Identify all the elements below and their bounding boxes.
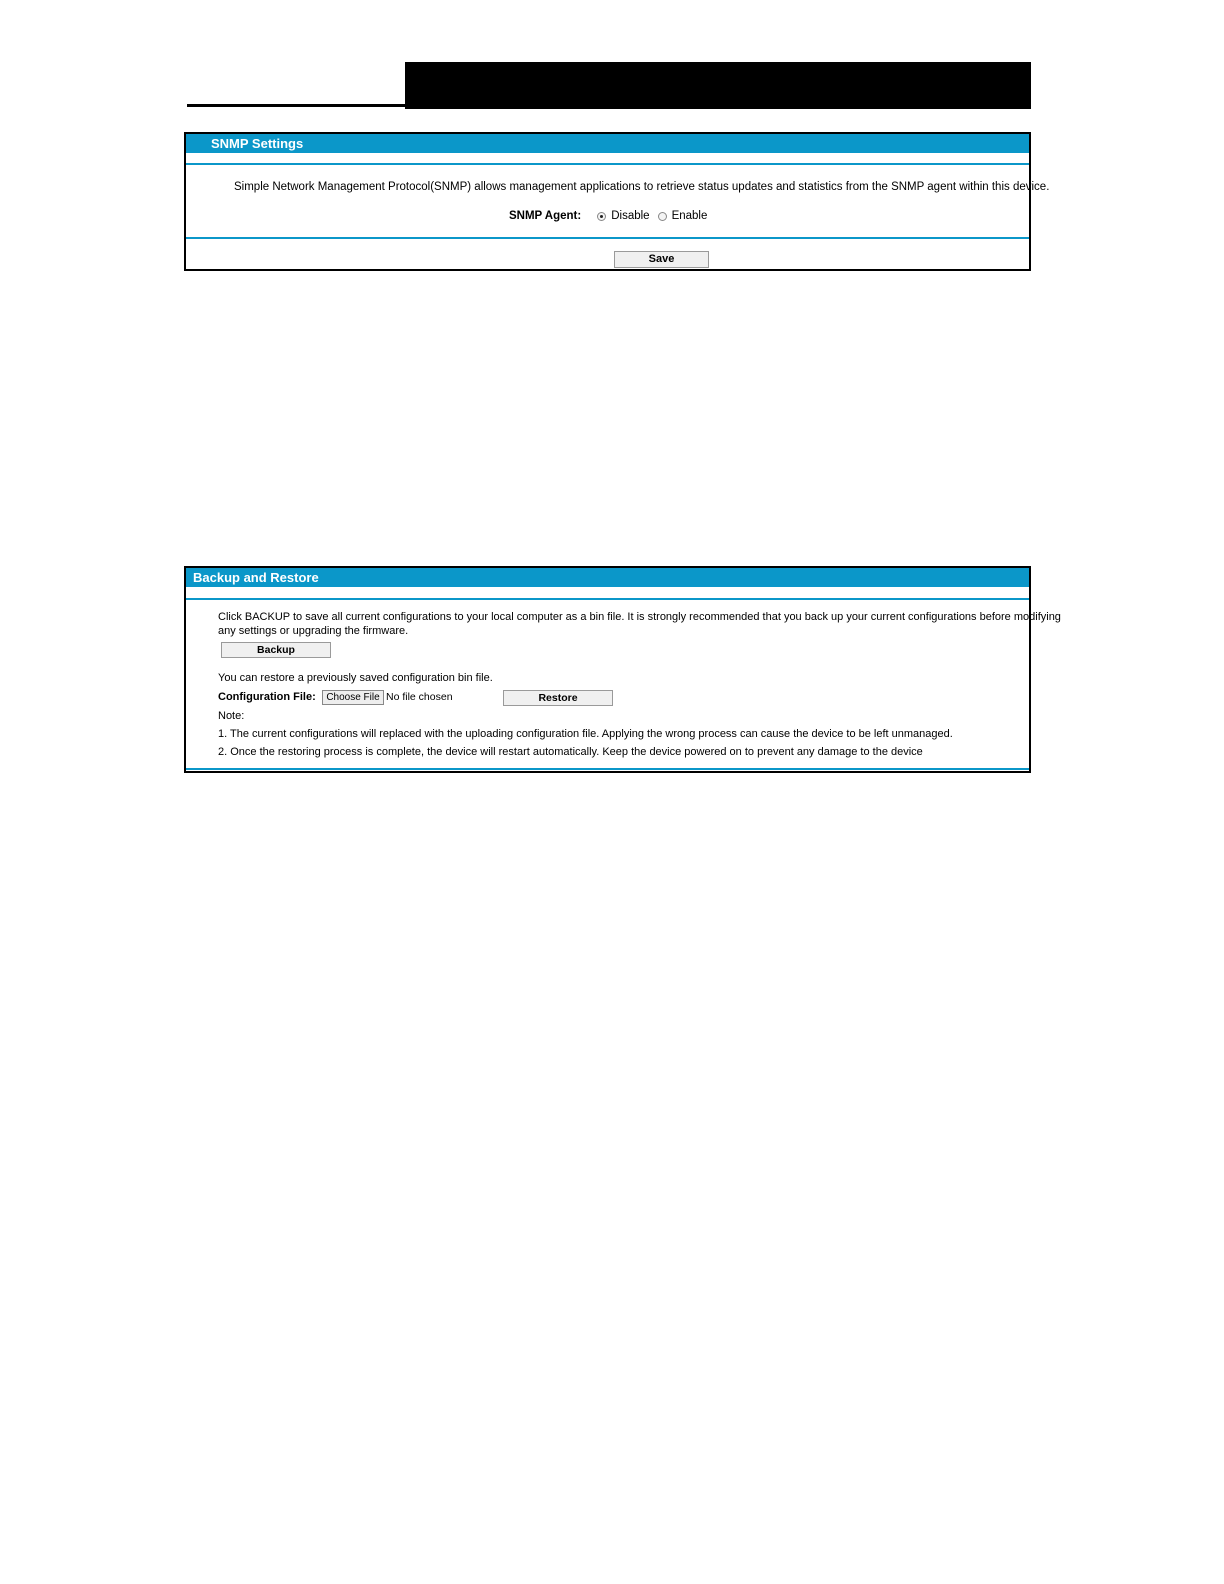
backup-button[interactable]: Backup [221,642,331,658]
document-header-rule [187,104,407,107]
choose-file-button[interactable]: Choose File [322,690,384,705]
snmp-disable-label[interactable]: Disable [611,210,650,222]
note-item-1: 1. The current configurations will replaced with the uploading configuration file. Applying the wrong process can cause the device to be left unmanaged. [218,728,953,740]
snmp-enable-label[interactable]: Enable [671,210,708,222]
backup-restore-panel [184,566,1061,773]
snmp-description: Simple Network Management Protocol(SNMP) allows management applications to retrieve status updates and statistics from the SNMP agent within this device. [234,181,1050,193]
backup-panel-title: Backup and Restore [186,568,1029,587]
document-header-bar [405,62,1031,109]
note-label: Note: [218,710,245,722]
backup-intro-line1: Click BACKUP to save all current configurations to your local computer as a bin file. It is strongly recommended that you back up your current configurations before modifying [218,611,1061,623]
snmp-panel-title: SNMP Settings [186,134,1029,153]
snmp-disable-radio[interactable] [597,212,606,221]
backup-header-divider [186,598,1029,600]
backup-intro-line2: any settings or upgrading the firmware. [218,625,409,637]
restore-button[interactable]: Restore [503,690,613,706]
snmp-settings-panel [184,132,1050,271]
snmp-agent-row [509,210,715,222]
snmp-header-divider [186,163,1029,165]
save-button[interactable]: Save [614,251,709,268]
file-status: No file chosen [386,691,453,703]
restore-intro: You can restore a previously saved configuration bin file. [218,672,493,684]
config-file-label: Configuration File: [218,691,316,703]
snmp-agent-label: SNMP Agent: [509,210,582,222]
backup-footer-divider [186,768,1029,770]
snmp-footer-divider [186,237,1029,239]
note-item-2: 2. Once the restoring process is complete, the device will restart automatically. Keep the device powered on to prevent any damage to the device [218,746,923,758]
snmp-enable-radio[interactable] [658,212,667,221]
